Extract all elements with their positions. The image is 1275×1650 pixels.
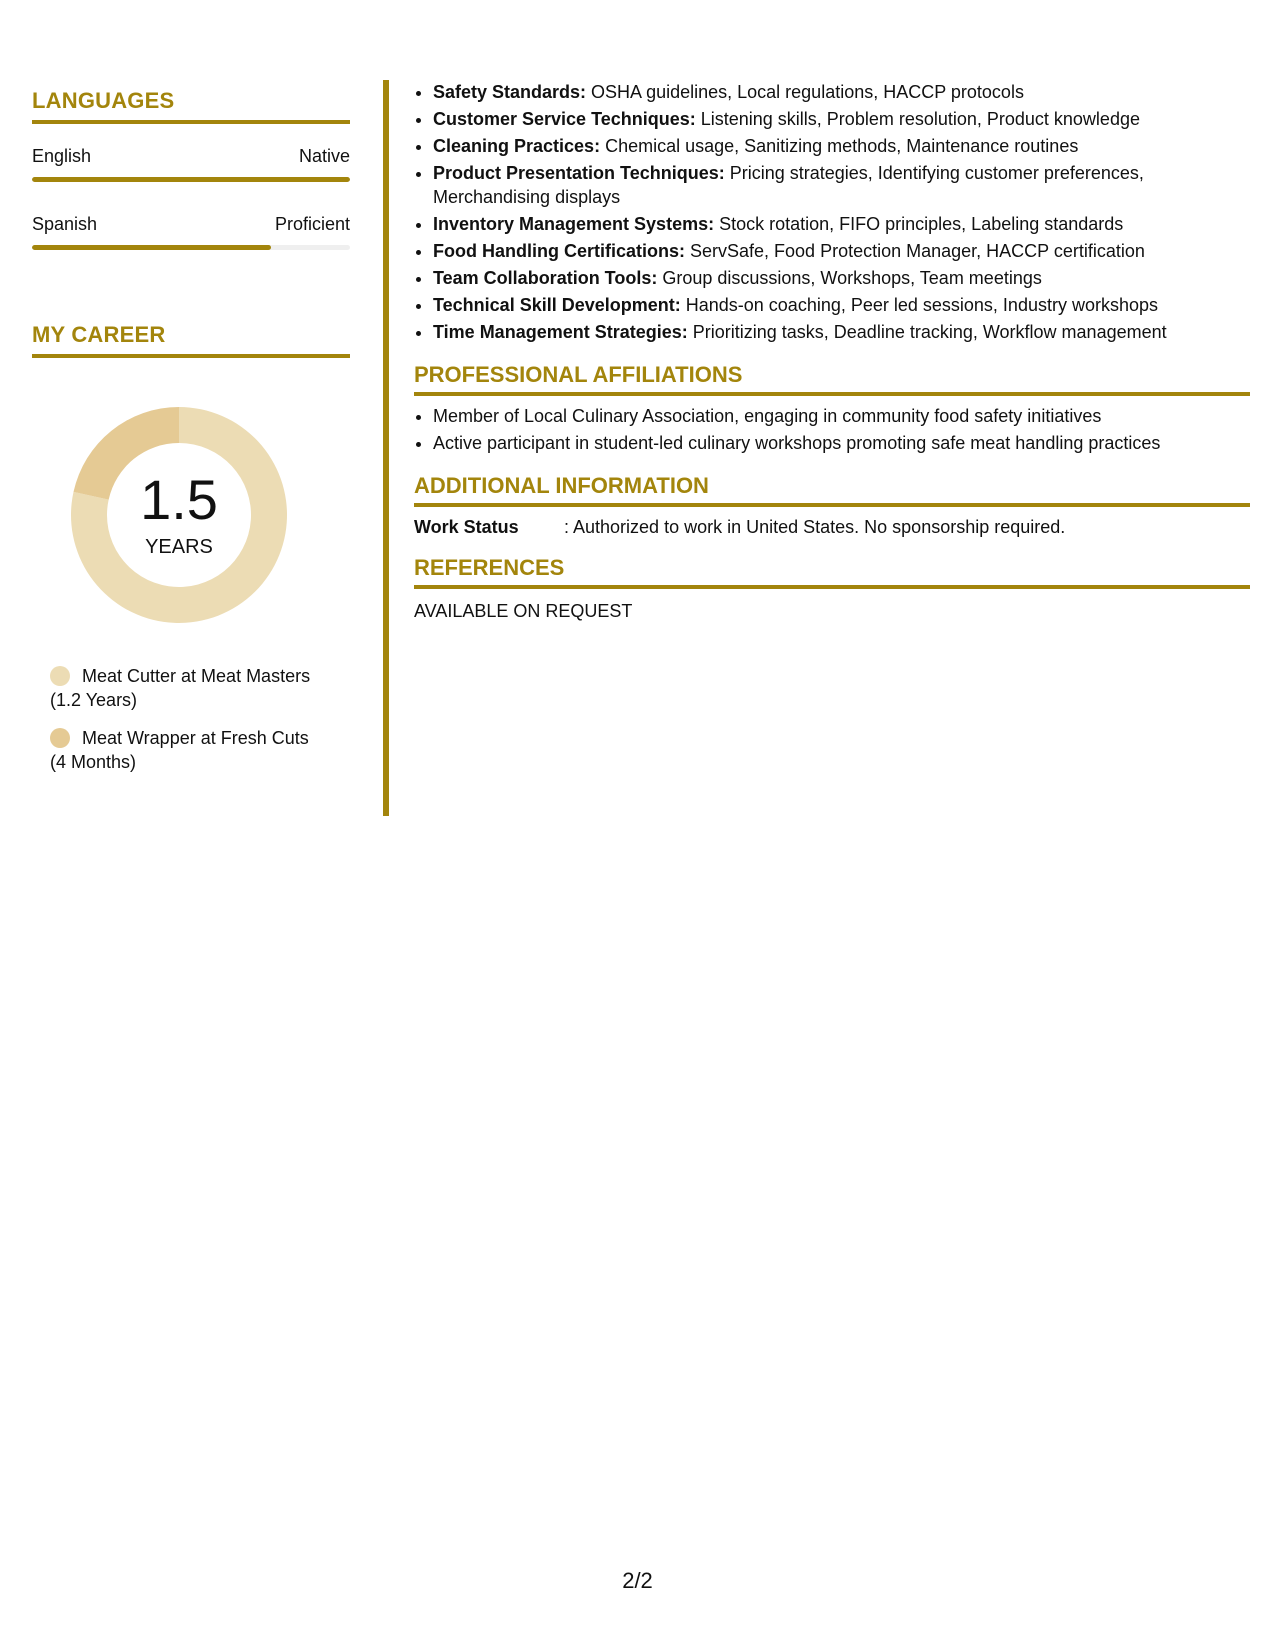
list-item: • Cleaning Practices: Chemical usage, Sanitizing methods, Maintenance routines	[433, 134, 1250, 158]
career-total-years: 1.5	[140, 468, 218, 531]
language-level-bar	[32, 245, 350, 250]
legend-dot	[50, 728, 70, 748]
list-item: • Active participant in student-led culinary workshops promoting safe meat handling practices	[433, 431, 1250, 455]
additional-info-title: ADDITIONAL INFORMATION	[414, 473, 1250, 507]
legend-label: Meat Cutter at Meat Masters	[82, 666, 311, 686]
language-level: Proficient	[274, 214, 350, 234]
column-divider	[383, 80, 389, 816]
career-section	[32, 322, 350, 774]
career-legend	[32, 664, 350, 774]
right-column	[414, 80, 1250, 623]
donut-center	[66, 402, 292, 628]
language-name: English	[32, 146, 92, 166]
references-text: AVAILABLE ON REQUEST	[414, 601, 633, 621]
legend-item	[50, 664, 350, 712]
list-item: • Member of Local Culinary Association, engaging in community food safety initiatives	[433, 404, 1250, 428]
language-level-bar	[32, 177, 350, 182]
language-item-spanish	[32, 214, 350, 250]
list-item: • Customer Service Techniques: Listening skills, Problem resolution, Product knowledge	[433, 107, 1250, 131]
language-level-fill	[32, 245, 271, 250]
list-item: • Inventory Management Systems: Stock rotation, FIFO principles, Labeling standards	[433, 212, 1250, 236]
languages-title: LANGUAGES	[32, 88, 350, 124]
legend-label: Meat Wrapper at Fresh Cuts	[82, 728, 309, 748]
work-status-label: Work Status	[414, 517, 519, 537]
career-total-unit: YEARS	[145, 536, 213, 558]
legend-duration: (1.2 Years)	[50, 690, 138, 710]
list-item: • Team Collaboration Tools: Group discussions, Workshops, Team meetings	[433, 266, 1250, 290]
legend-dot	[50, 666, 70, 686]
left-column	[32, 88, 350, 788]
career-donut-chart	[66, 402, 292, 628]
legend-item	[50, 726, 350, 774]
affiliations-title: PROFESSIONAL AFFILIATIONS	[414, 362, 1250, 396]
list-item: • Food Handling Certifications: ServSafe, Food Protection Manager, HACCP certification	[433, 239, 1250, 263]
page-number: 2/2	[622, 1568, 653, 1593]
language-item-english	[32, 146, 350, 182]
list-item: • Time Management Strategies: Prioritizing tasks, Deadline tracking, Workflow management	[433, 320, 1250, 344]
affiliations-list	[414, 404, 1250, 455]
language-level-fill	[32, 177, 350, 182]
language-name: Spanish	[32, 214, 98, 234]
references-title: REFERENCES	[414, 555, 1250, 589]
work-status-row	[414, 515, 1250, 539]
language-level: Native	[298, 146, 350, 166]
list-item: • Safety Standards: OSHA guidelines, Local regulations, HACCP protocols	[433, 80, 1250, 104]
list-item: • Technical Skill Development: Hands-on coaching, Peer led sessions, Industry workshops	[433, 293, 1250, 317]
career-title: MY CAREER	[32, 322, 350, 358]
legend-duration: (4 Months)	[50, 752, 137, 772]
skills-list	[414, 80, 1250, 344]
list-item: • Product Presentation Techniques: Pricing strategies, Identifying customer preferences, Merchandising displays	[433, 161, 1250, 209]
work-status-value: : Authorized to work in United States. No sponsorship required.	[564, 517, 1066, 537]
